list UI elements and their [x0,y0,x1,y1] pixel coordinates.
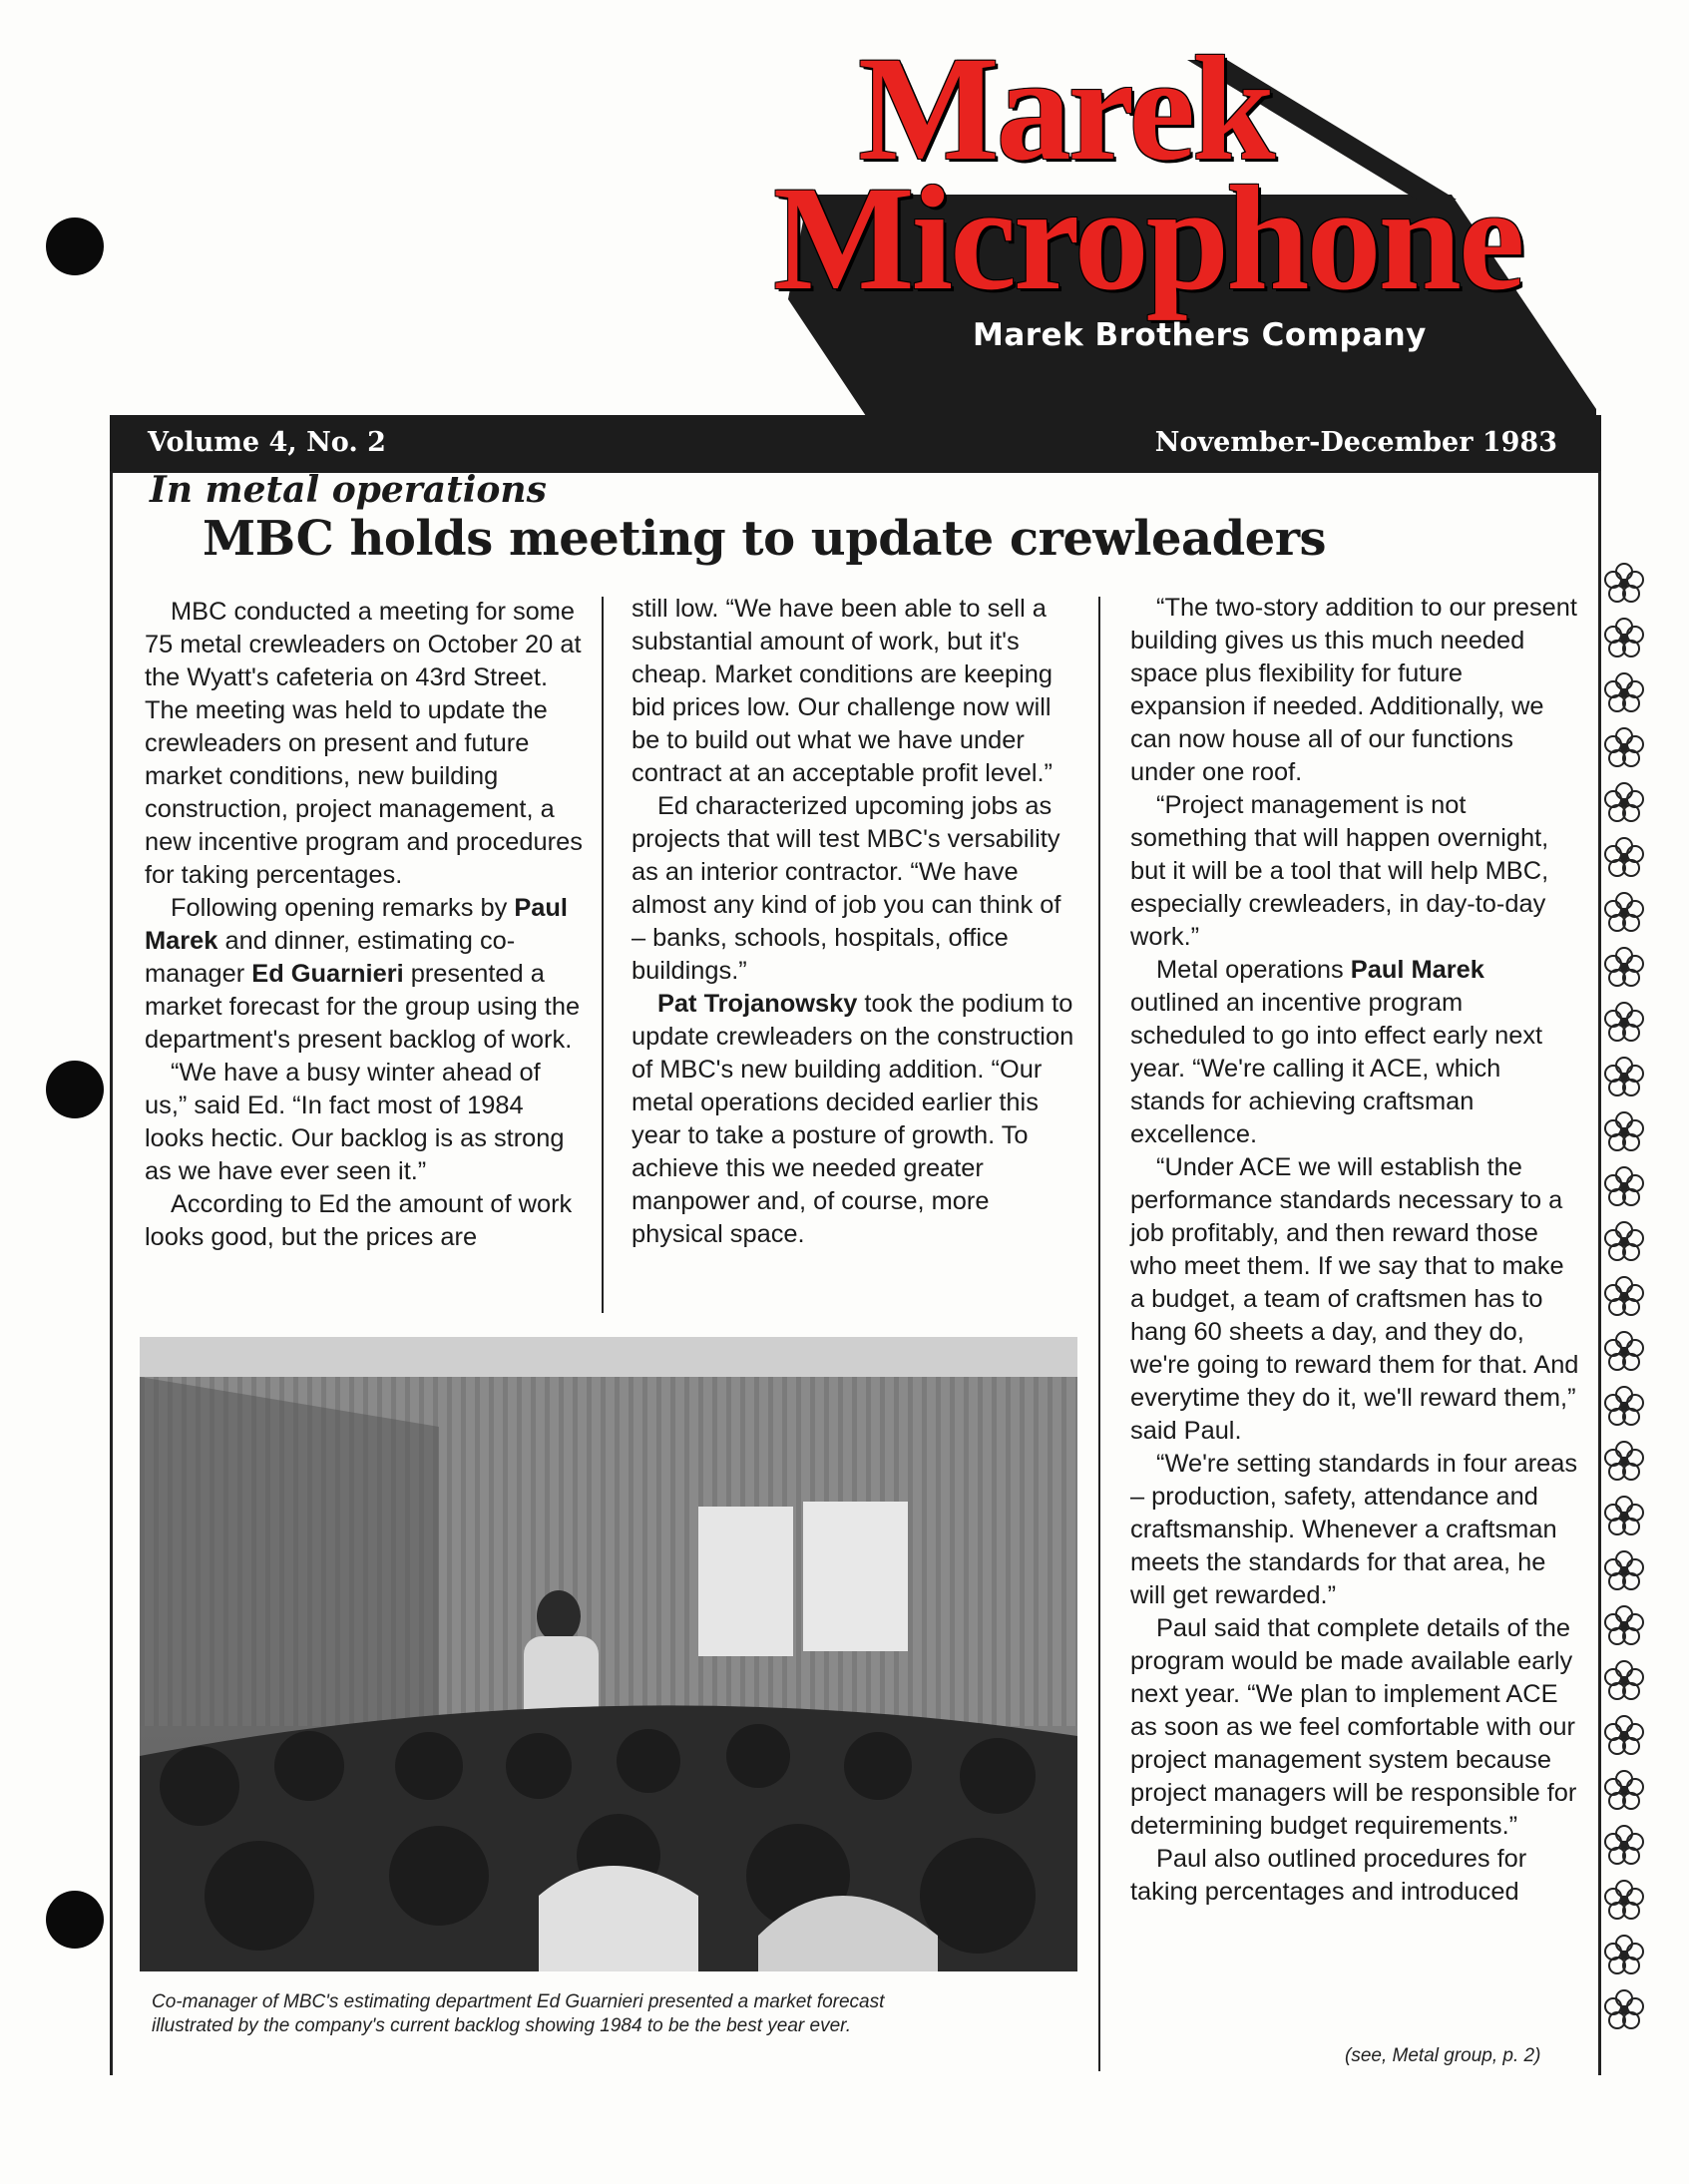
article-kicker: In metal operations [150,469,547,511]
col3-paragraph-7: Paul also outlined procedures for taking percentages and introduced [1130,1845,1527,1906]
col2-paragraph-1: still low. “We have been able to sell a substantial amount of work, but it's cheap. Market conditions are keeping bid prices low. Our challenge now will be to build out what we have under contract at an acceptable profit level.” [632,595,1054,787]
masthead-title-line2: Microphone [773,156,1522,321]
col1-paragraph-3: “We have a busy winter ahead of us,” said Ed. “In fact most of 1984 looks hectic. Our backlog is as strong as we have ever seen it.” [145,1059,565,1185]
col2-paragraph-2: Ed characterized upcoming jobs as projects that will test MBC's versability as an interior contractor. “We have almost any kind of job you can think of – banks, schools, hospitals, office buildings.” [632,792,1061,985]
issue-date: November-December 1983 [1154,427,1557,458]
col3-paragraph-1: “The two-story addition to our present building gives us this much needed space plus flexibility for future expansion if needed. Additionally, we can now house all of our functions under one roof. [1130,594,1577,786]
binder-hole-bottom [46,1891,104,1949]
masthead-title-line1: Marek [858,26,1273,192]
article-column-2 [632,593,1075,1251]
masthead-title [773,26,1522,321]
meeting-photo-illustration [140,1337,1077,1971]
column-rule-2 [1098,597,1100,2071]
volume-number: Volume 4, No. 2 [148,427,386,458]
continuation-reference: (see, Metal group, p. 2) [1345,2045,1541,2066]
article-column-1 [145,596,584,1254]
frame-left-rule [110,471,113,2075]
col1-paragraph-1: MBC conducted a meeting for some 75 metal crewleaders on October 20 at the Wyatt's cafeteria on 43rd Street. The meeting was held to update the crewleaders on present and future market conditions, new building construction, project management, a new incentive program and procedures for taking percentages. [145,598,583,889]
binder-hole-middle [46,1061,104,1118]
column-rule-1 [602,597,604,1313]
name-ed-guarnieri: Ed Guarnieri [251,960,404,988]
name-pat-trojanowsky: Pat Trojanowsky [657,990,858,1018]
col3-paragraph-2: “Project management is not something that will happen overnight, but it will be a tool that will help MBC, especially crewleaders, in day-to-day work.” [1130,791,1549,951]
col3-paragraph-4: “Under ACE we will establish the performance standards necessary to a job profitably, and then reward those who meet them. If we say that to make a budget, a team of craftsmen has to hang 60 sheets a day, and they do, we're going to reward them for that. And everytime they do it, we'll reward them,” said Paul. [1130,1153,1579,1445]
col1-paragraph-4: According to Ed the amount of work looks good, but the prices are [145,1190,573,1251]
name-paul-marek: Paul Marek [145,894,568,955]
photo-caption: Co-manager of MBC's estimating department Ed Guarnieri presented a market forecast illustrated by the company's current backlog showing 1984 to be the best year ever. [152,1991,885,2036]
col3-paragraph-5: “We're setting standards in four areas – production, safety, attendance and craftsmanship. Whenever a craftsman meets the standards for that area, he will get rewarded.” [1130,1450,1578,1609]
col2-paragraph-3: Pat Trojanowsky took the podium to update crewleaders on the construction of MBC's new building addition. “Our metal operations decided earlier this year to take a posture of growth. To achieve this we needed greater manpower and, of course, more physical space. [632,990,1074,1248]
article-column-3 [1130,592,1579,1909]
meeting-photo [140,1337,1077,1971]
company-name: Marek Brothers Company [973,317,1427,353]
col1-paragraph-2: Following opening remarks by Paul Marek and dinner, estimating co-manager Ed Guarnieri presented a market forecast for the group using the department's present backlog of work. [145,894,581,1054]
article-headline: MBC holds meeting to update crewleaders [203,511,1327,567]
holly-border-decoration [1594,559,1654,2045]
col3-paragraph-3: Metal operations Paul Marek outlined an incentive program scheduled to go into effect early next year. “We're calling it ACE, which stands for achieving craftsman excellence. [1130,956,1543,1148]
col3-paragraph-6: Paul said that complete details of the program would be made available early next year. “We plan to implement ACE as soon as we feel comfortable with our project management system because project managers will be responsible for determining budget requirements.” [1130,1614,1577,1840]
name-paul-marek-2: Paul Marek [1350,956,1484,984]
